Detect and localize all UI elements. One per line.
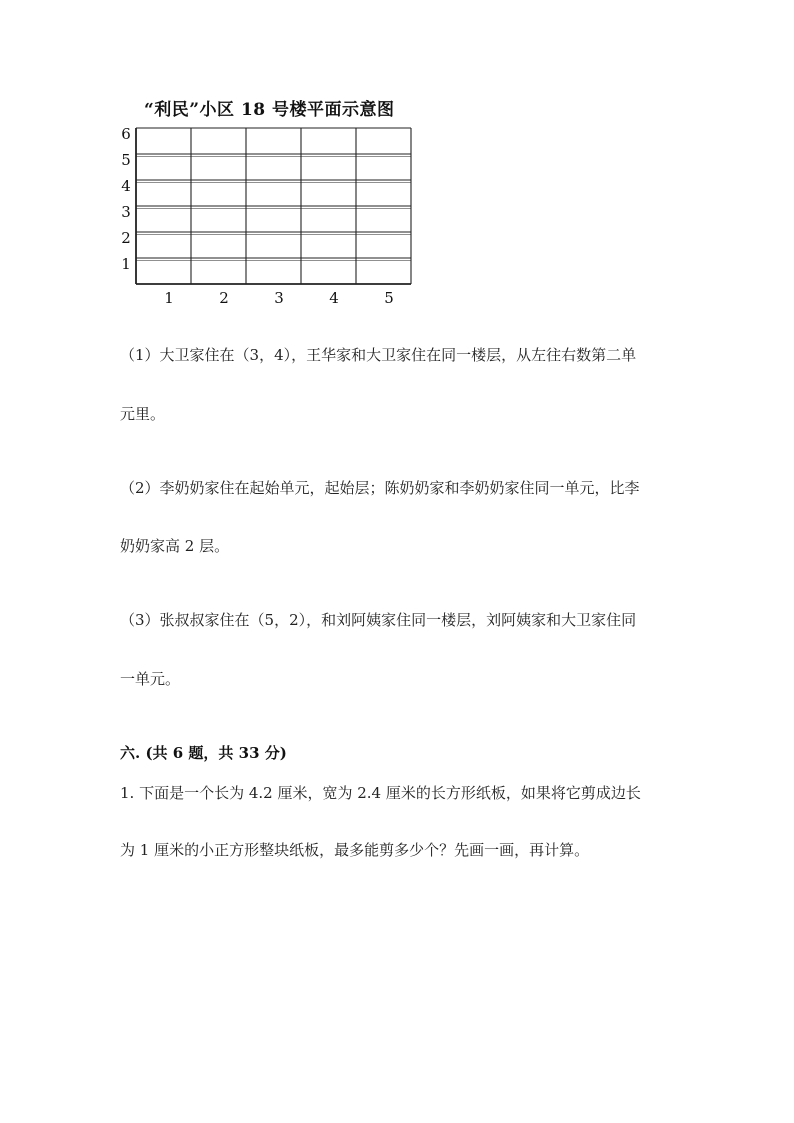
- grid-lines: [136, 128, 411, 284]
- question-1-line-2: 元里。: [120, 405, 166, 423]
- question-2-line-2: 奶奶家高 2 层。: [120, 537, 230, 555]
- question-2-line-1: （2）李奶奶家住在起始单元，起始层；陈奶奶家和李奶奶家住同一单元，比李: [120, 479, 640, 497]
- y-tick-label: 4: [121, 177, 131, 195]
- section-heading: 六. (共 6 题，共 33 分): [120, 744, 287, 762]
- y-tick-label: 1: [121, 255, 131, 273]
- x-tick-label: 2: [219, 289, 229, 307]
- y-tick-label: 3: [121, 203, 131, 221]
- y-tick-label: 2: [121, 229, 131, 247]
- y-tick-label: 6: [121, 125, 131, 143]
- x-tick-label: 4: [329, 289, 339, 307]
- x-tick-label: 3: [274, 289, 284, 307]
- x-axis-labels: [164, 289, 394, 307]
- floor-plan-grid: [110, 118, 430, 310]
- problem-1-line-1: 1. 下面是一个长为 4.2 厘米，宽为 2.4 厘米的长方形纸板，如果将它剪成边长: [120, 784, 641, 802]
- problem-1-line-2: 为 1 厘米的小正方形整块纸板，最多能剪多少个？先画一画，再计算。: [120, 841, 590, 859]
- x-tick-label: 1: [164, 289, 174, 307]
- question-3-line-2: 一单元。: [120, 670, 181, 688]
- y-axis-labels: [121, 125, 131, 273]
- question-3-line-1: （3）张叔叔家住在（5，2），和刘阿姨家住同一楼层，刘阿姨家和大卫家住同: [120, 611, 637, 629]
- question-1-line-1: （1）大卫家住在（3，4），王华家和大卫家住在同一楼层，从左往右数第二单: [120, 346, 637, 364]
- y-tick-label: 5: [121, 151, 131, 169]
- x-tick-label: 5: [384, 289, 394, 307]
- figure-title: “利民”小区 18 号楼平面示意图: [144, 100, 395, 120]
